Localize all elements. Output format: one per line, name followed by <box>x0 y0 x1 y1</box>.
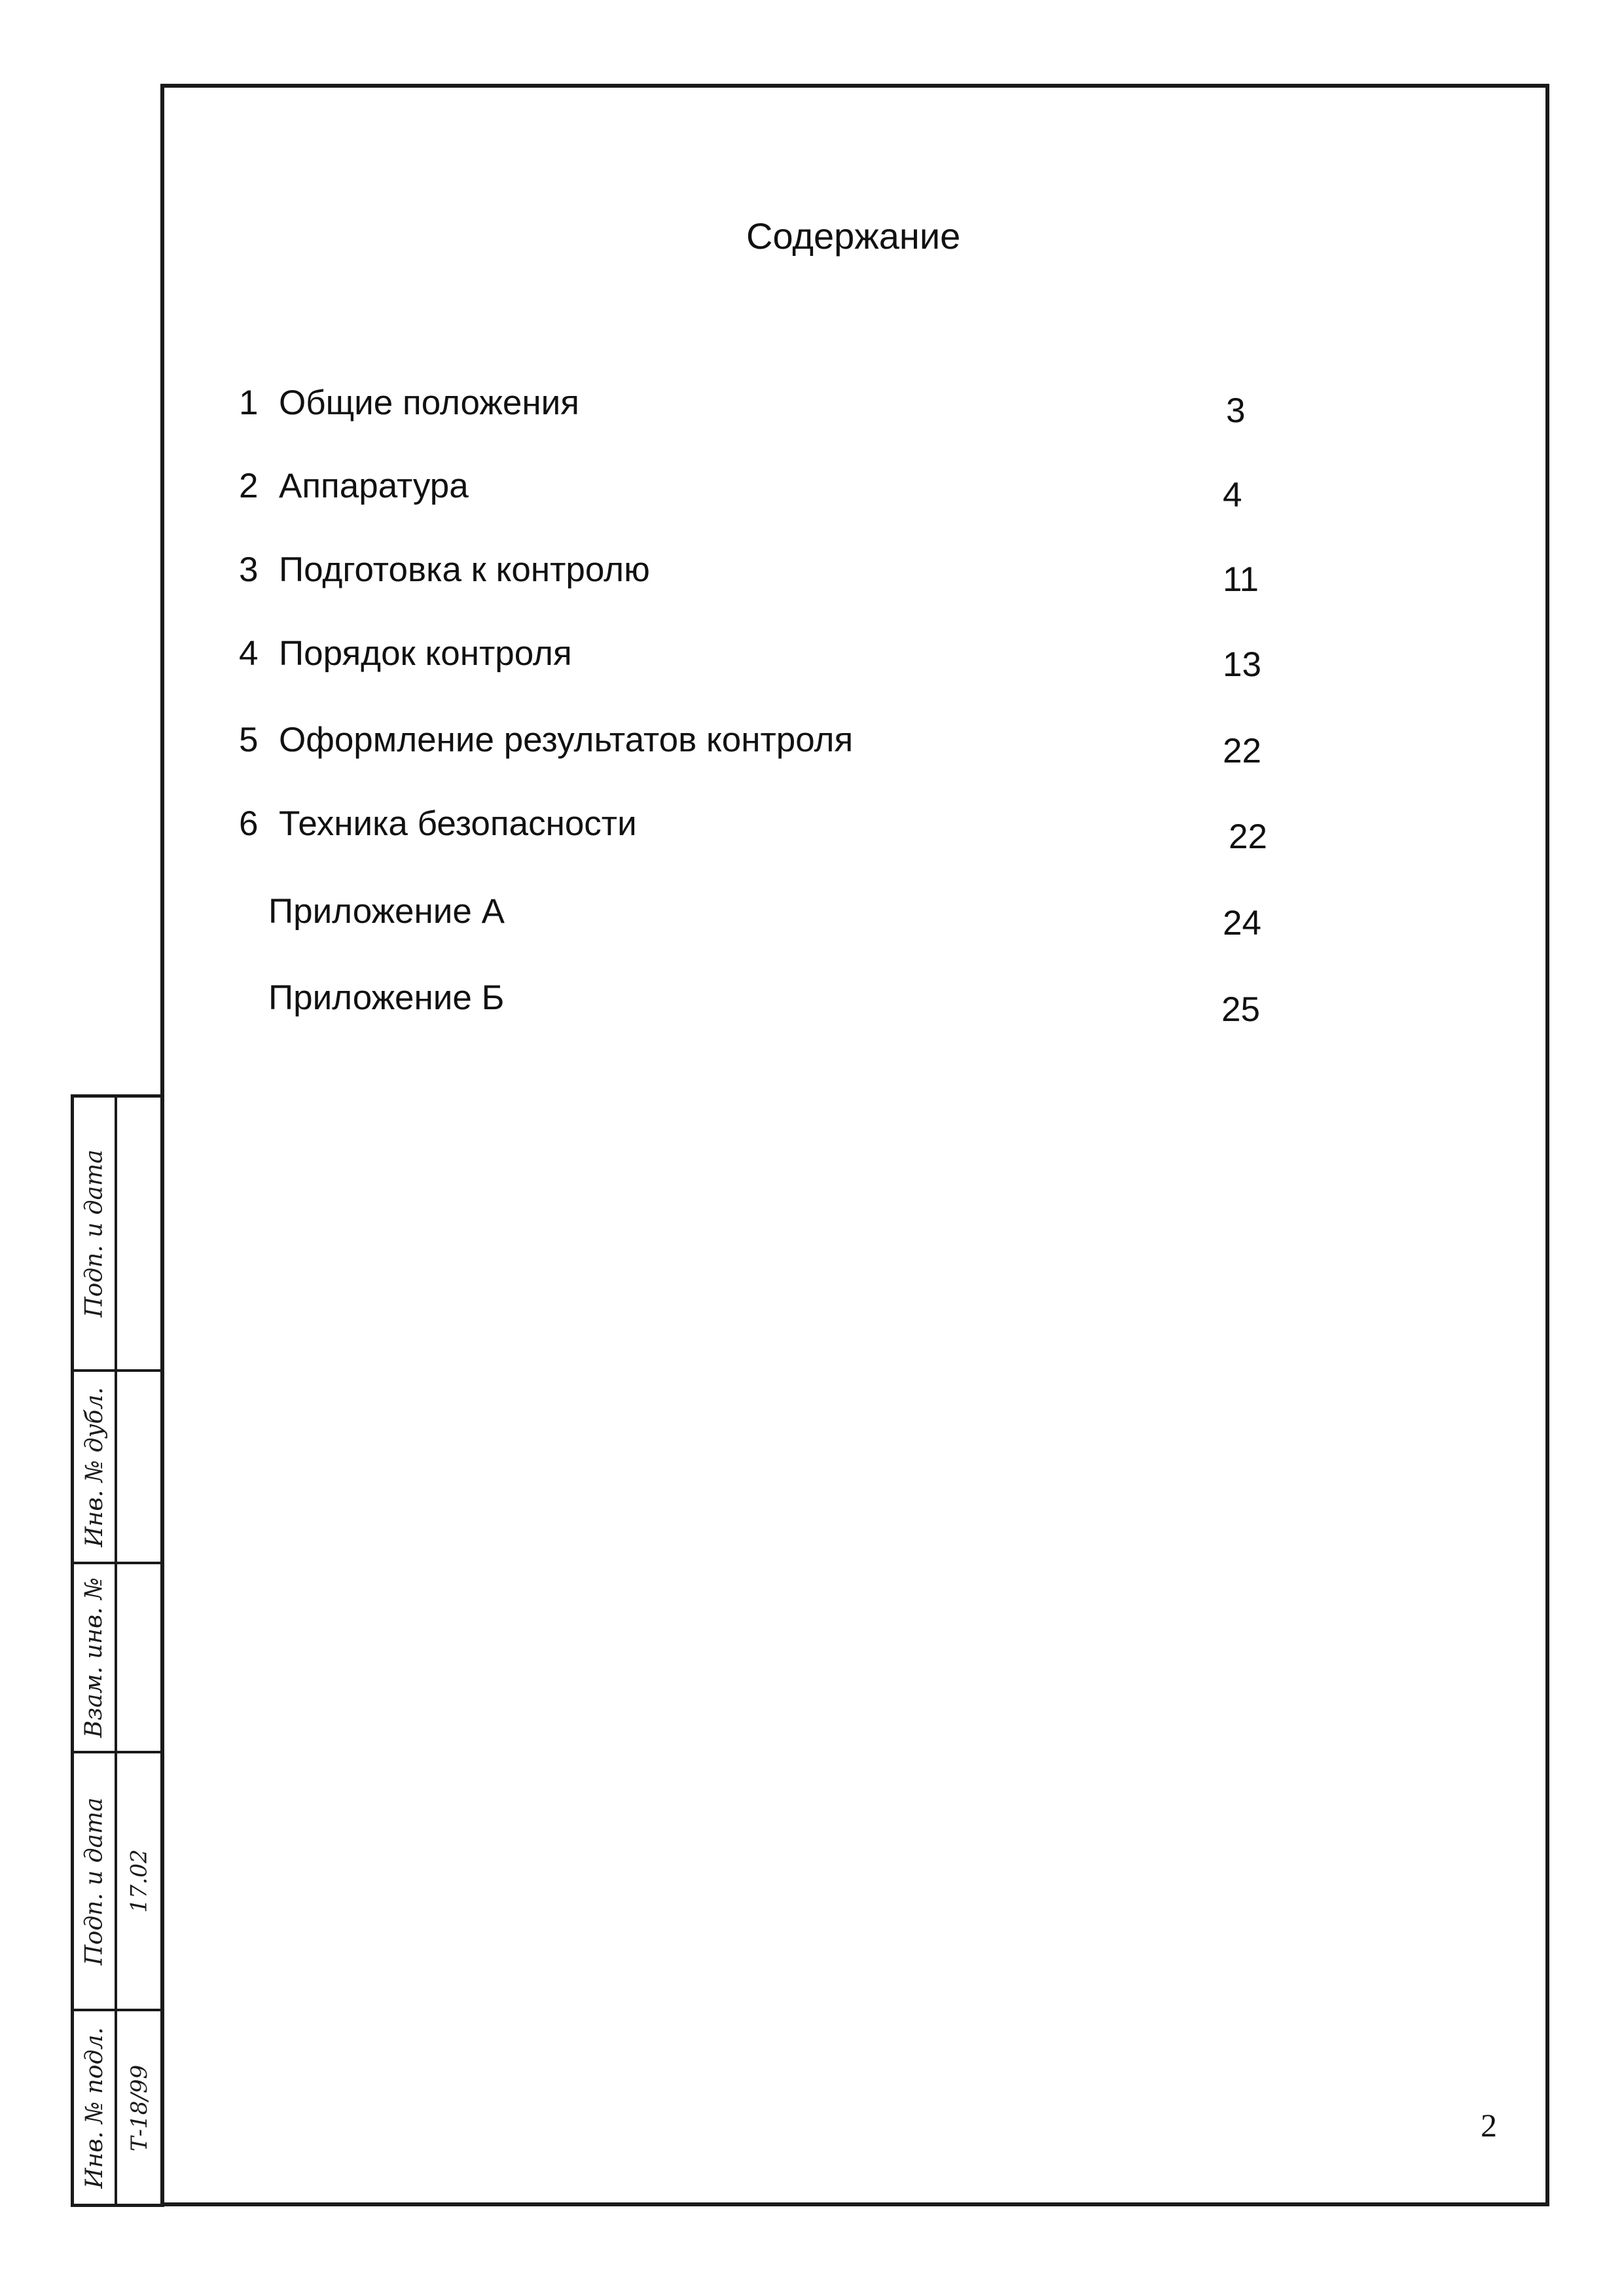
toc-item-label: Оформление результатов контроля <box>279 721 854 759</box>
toc-item-page: 22 <box>1229 817 1267 856</box>
stamp-label-dup-inv: Инв. № дубл. <box>81 1386 108 1547</box>
stamp-field-value <box>117 2011 162 2204</box>
toc-item[interactable] <box>0 634 1624 684</box>
stamp-value-sign-date-2: 17.02 <box>126 1849 153 1913</box>
toc-item-page: 13 <box>1223 645 1261 684</box>
stamp-field-value <box>117 1098 162 1369</box>
stamp-label-sign-date: Подп. и дата <box>81 1149 108 1318</box>
toc-item-page: 11 <box>1223 560 1259 599</box>
toc-item-page: 25 <box>1221 990 1260 1029</box>
stamp-field-label <box>74 1564 115 1751</box>
toc-item-appendix-a[interactable] <box>0 891 1624 942</box>
toc-item-label: Техника безопасности <box>279 804 637 843</box>
toc-item-number: 3 <box>239 550 259 589</box>
toc-item-label: Подготовка к контролю <box>279 550 650 589</box>
toc-item-label: Аппаратура <box>279 467 469 505</box>
toc-item-page: 3 <box>1226 391 1246 430</box>
toc-item[interactable] <box>0 720 1624 770</box>
toc-item[interactable] <box>0 383 1624 429</box>
stamp-field-label <box>74 1098 115 1369</box>
toc-item-number: 1 <box>239 384 259 422</box>
toc-item[interactable] <box>0 466 1624 512</box>
toc-item-label: Приложение Б <box>268 978 505 1017</box>
toc-item-number: 5 <box>239 721 259 759</box>
toc-item[interactable] <box>0 804 1624 856</box>
toc-item-number: 2 <box>239 467 259 505</box>
stamp-field-value <box>117 1372 162 1562</box>
stamp-field-label <box>74 2011 115 2204</box>
stamp-label-replaced-inv: Взам. инв. № <box>81 1577 108 1738</box>
stamp-field-value <box>117 1564 162 1751</box>
page-number: 2 <box>1481 2107 1497 2144</box>
toc-item-number: 6 <box>239 804 259 843</box>
toc-item-label: Порядок контроля <box>279 634 572 673</box>
stamp-field-label <box>74 1753 115 2009</box>
toc-item-number: 4 <box>239 634 259 673</box>
stamp-field-label <box>74 1372 115 1562</box>
stamp-label-orig-inv: Инв. № подл. <box>81 2027 108 2189</box>
document-title: Содержание <box>746 215 961 257</box>
stamp-value-orig-inv: Т-18/99 <box>126 2064 153 2151</box>
toc-item-label: Общие положения <box>279 384 579 422</box>
toc-item-page: 22 <box>1223 732 1261 770</box>
toc-item-page: 4 <box>1223 476 1242 514</box>
side-stamp-block <box>71 1094 164 2207</box>
stamp-label-sign-date-2: Подп. и дата <box>81 1797 108 1965</box>
toc-item[interactable] <box>0 550 1624 599</box>
toc-item-appendix-b[interactable] <box>0 978 1624 1029</box>
stamp-field-value <box>117 1753 162 2009</box>
toc-item-label: Приложение А <box>268 892 505 931</box>
toc-item-page: 24 <box>1223 904 1261 942</box>
